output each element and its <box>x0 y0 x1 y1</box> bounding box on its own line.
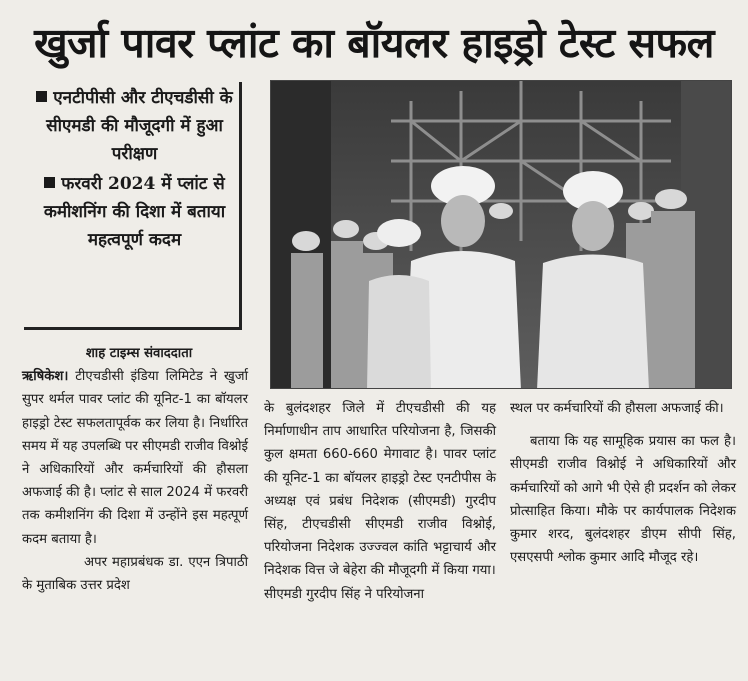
article-column-1 <box>22 342 248 597</box>
article-paragraph: बताया कि यह सामूहिक प्रयास का फल है। सीएमडी राजीव विश्नोई ने अधिकारियों और कर्मचारियों को आगे भी ऐसे ही प्रदर्शन को लेकर प्रोत्साहित किया। मौके पर कार्यपालक निदेशक कुमार शरद, बुलंदशहर डीएम सीपी सिंह, एसएसपी श्लोक कुमार आदि मौजूद रहे। <box>510 434 736 566</box>
byline: शाह टाइम्स संवाददाता <box>85 346 193 361</box>
article-paragraph: के बुलंदशहर जिले में टीएचडीसी की यह निर्माणाधीन ताप आधारित परियोजना है, जिसकी कुल क्षमता 660-660 मेगावाट है। पावर प्लांट की यूनिट-1 का बॉयलर हाइड्रो टेस्ट एनटीपीस के अध्यक्ष एवं प्रबंध निदेशक (सीएमडी) गुरदीप सिंह, टीएचडीसी सीएमडी राजीव विश्नोई, परियोजना निदेशक उज्ज्वल कांति भट्टाचार्य और निदेशक वित्त जे बेहेरा की मौजूदगी में किया गया। <box>264 401 496 579</box>
article-paragraph: स्थल पर कर्मचारियों की हौसला अफजाई की। <box>510 401 724 416</box>
article-paragraph: अपर महाप्रबंधक डा. एएन त्रिपाठी के मुताबिक उत्तर प्रदेश <box>22 554 248 594</box>
highlight-text: फरवरी 2024 में प्लांट से कमीशनिंग की दिशा में बताया महत्वपूर्ण कदम <box>43 174 226 250</box>
highlight-text: एनटीपीसी और टीएचडीसी के सीएमडी की मौजूदगी में हुआ परीक्षण <box>46 88 233 164</box>
dateline: ऋषिकेश। <box>22 369 69 385</box>
highlights-box <box>24 82 242 330</box>
headline: खुर्जा पावर प्लांट का बॉयलर हाइड्रो टेस्ट सफल <box>34 19 714 67</box>
news-photo <box>270 80 732 389</box>
square-bullet-icon <box>36 91 47 102</box>
highlight-item <box>36 84 233 168</box>
article-column-2 <box>264 397 496 606</box>
paragraph-text: टीएचडीसी इंडिया लिमिटेड ने खुर्जा सुपर थर्मल पावर प्लांट की यूनिट-1 का बॉयलर हाइड्रो टेस्ट सफलतापूर्वक कर लिया है। निर्धारित समय में यह उपलब्धि पर सीएमडी राजीव विश्नोई ने अधिकारियों और कर्मचारियों की हौसला अफजाई की है। प्लांट से साल 2024 में फरवरी तक कमीशनिंग की दिशा में उन्होंने इस महत्पूर्ण कदम बताया है। <box>22 369 248 547</box>
article-column-3 <box>510 397 736 569</box>
highlight-item <box>36 170 233 254</box>
news-photo-illustration <box>271 81 732 389</box>
square-bullet-icon <box>44 177 55 188</box>
article-paragraph: सीएमडी गुरदीप सिंह ने परियोजना <box>264 586 425 602</box>
article-paragraph <box>22 365 248 551</box>
